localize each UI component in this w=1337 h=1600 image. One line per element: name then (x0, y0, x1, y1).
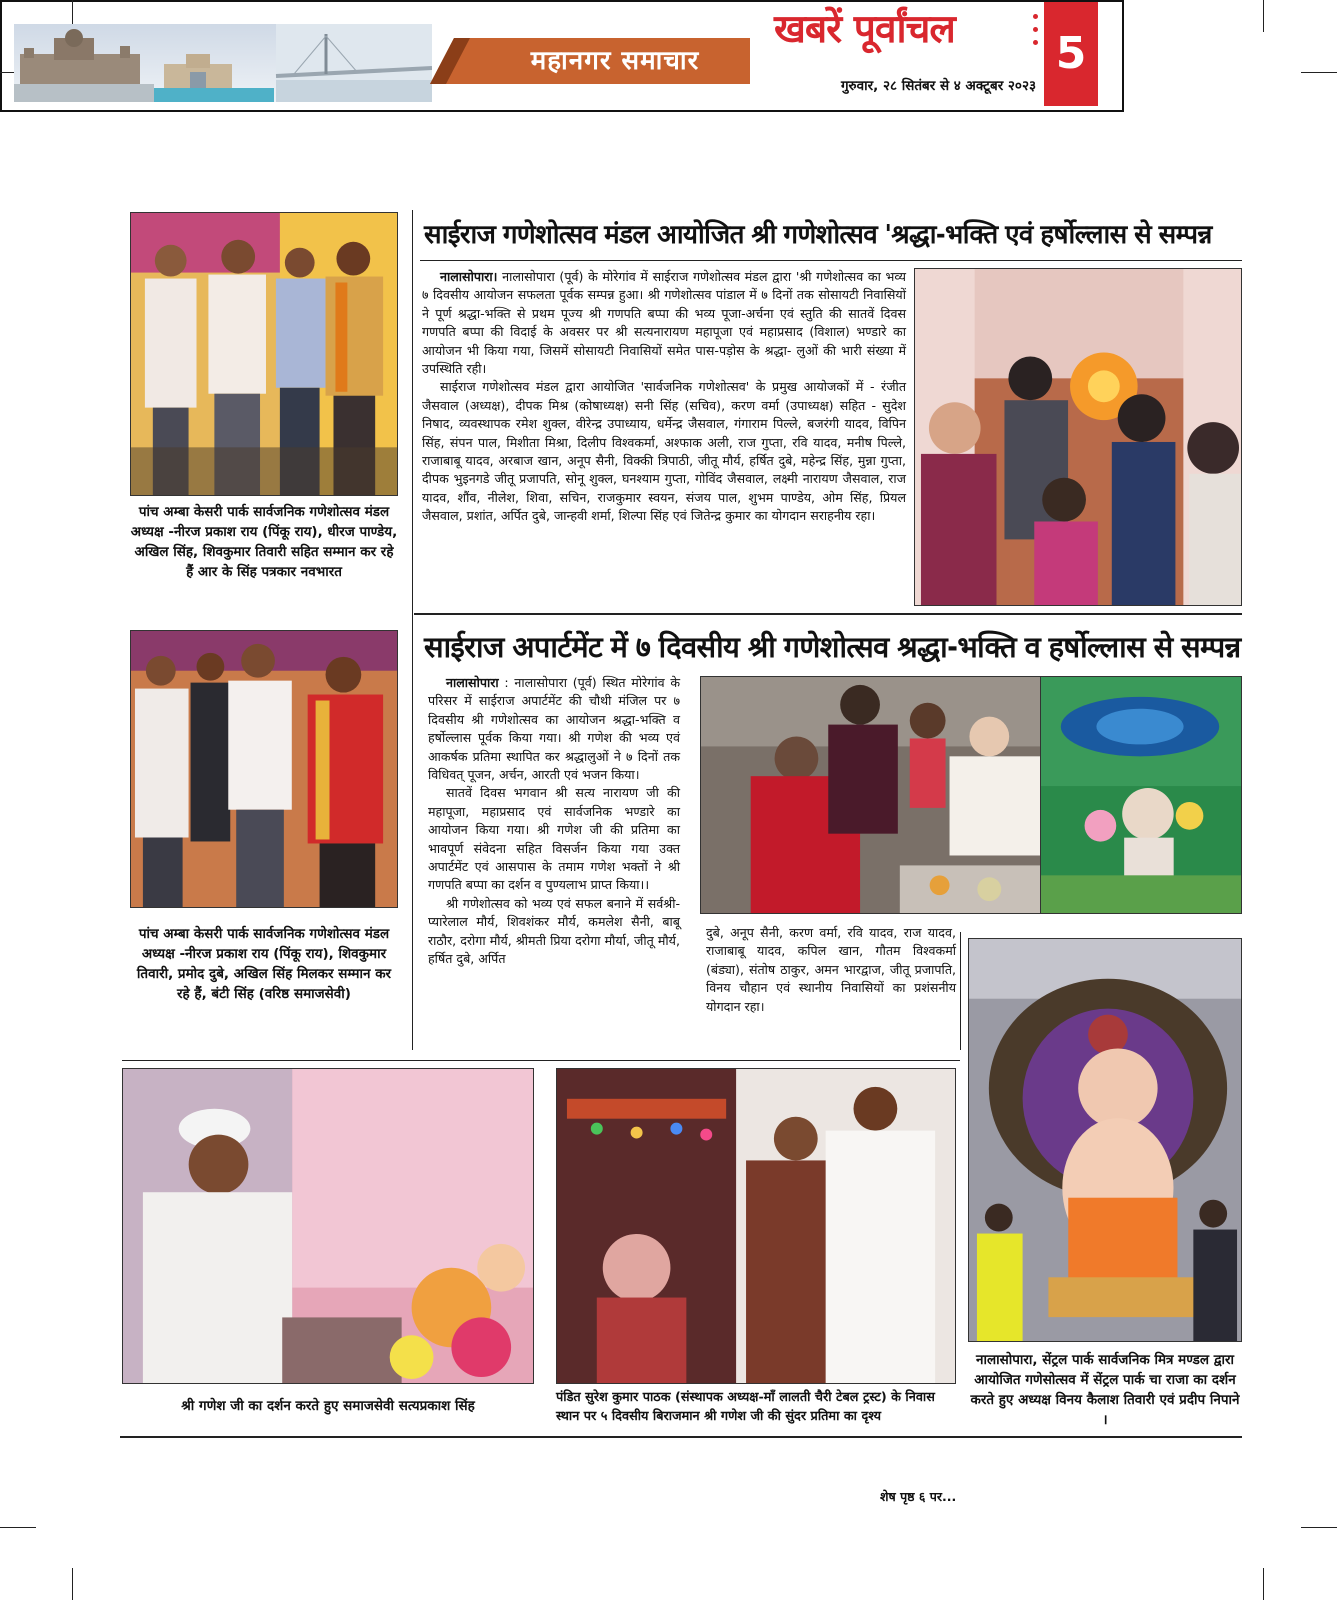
crop-mark (72, 1568, 73, 1600)
pathak-residence-photo (556, 1068, 956, 1384)
dateline: गुरुवार, २८ सितंबर से ४ अक्टूबर २०२३ (840, 78, 1036, 94)
masthead (0, 0, 1124, 112)
article2-paragraph-1: : नालासोपारा (पूर्व) स्थित मोरेगांव के परिसर में साईराज अपार्टमेंट की चौथी मंजिल पर ७ दिवसीय श्री गणेशोत्सव का आयोजन श्रद्धा-भक्ति व हर्षोल्लास पूर्वक किया गया। श्री गणेश की भव्य एवं आकर्षक प्रतिमा स्थापित कर श्रद्धालुओं ने ७ दिनों तक विधिवत् पूजन, अर्चन, आरती एवं भजन किया। (428, 675, 680, 783)
column-rule (412, 210, 413, 1050)
article2-paragraph-4: दुबे, अनूप सैनी, करण वर्मा, रवि यादव, राज यादव, राजाबाबू यादव, कपिल खान, गौतम विश्वकर्मा (बंड्या), संतोष ठाकुर, अमन भारद्वाज, जीतू प्रजापति, विनय चौहान एवं स्थानीय निवासियों का प्रशंसनीय योगदान रहा। (706, 925, 956, 1014)
article1-photo (914, 268, 1242, 606)
darshan-caption: श्री गणेश जी का दर्शन करते हुए समाजसेवी सत्यप्रकाश सिंह (181, 1398, 475, 1414)
section-banner (430, 38, 750, 84)
article2-body-col2 (706, 924, 956, 1016)
article2-lead: नालासोपारा (446, 675, 499, 690)
article2-photo-puja (700, 676, 1042, 914)
article1-lead: नालासोपारा। (440, 269, 498, 284)
continued-note: शेष पृष्ठ ६ पर... (880, 1489, 957, 1504)
central-park-raja-photo (968, 938, 1242, 1342)
crop-mark (1263, 1568, 1264, 1600)
page-number-badge (1044, 2, 1098, 106)
cityscape-photo (14, 24, 432, 102)
article2-paragraph-3: श्री गणेशोत्सव को भव्य एवं सफल बनाने में सर्वश्री- प्यारेलाल मौर्य, शिवशंकर मौर्य, कमलेश सैनी, बाबू राठौर, दरोगा मौर्य, श्रीमती प्रिया दरोगा मौर्या, जीतू मौर्य, हर्षित दुबे, अर्पित (428, 895, 680, 967)
column-rule (960, 932, 961, 1050)
bottom-rule (120, 1436, 1242, 1438)
article2-photo-idol (1040, 676, 1242, 914)
article2-body-col1 (428, 674, 680, 969)
left-photo-2 (130, 630, 398, 908)
article1-paragraph-2: साईराज गणेशोत्सव मंडल द्वारा आयोजित 'सार्वजनिक गणेशोत्सव' के प्रमुख आयोजकों में - रंजीत जैसवाल (अध्यक्ष), दीपक मिश्र (कोषाध्यक्ष) सनी सिंह (सचिव), करण वर्मा (उपाध्यक्ष) सहित - सुदेश निषाद, व्यवस्थापक रमेश शुक्ल, वीरेन्द्र उपाध्याय, धर्मेन्द्र जैसवाल, गंगाराम पिल्ले, बजरंगी यादव, विपिन सिंह, संपन पाल, मिशीता मिश्रा, दिलीप विश्वकर्मा, अश्फाक अली, राज गुप्ता, रवि यादव, मनीष पिल्ले, राजाबाबू यादव, अरबाज खान, अनूप सैनी, विक्की त्रिपाठी, जीतू मौर्य, हर्षित दुबे, महेन्द्र सिंह, मुन्ना गुप्ता, दीपक भुइनगडे जीतू प्रजापति, सोनू शुक्ल, घनश्याम गुप्ता, गोविंद जैसवाल, लक्ष्मी नारायण जैसवाल, राज यादव, शौंव, नीलेश, शिवा, सचिन, राजकुमार स्वयन, संजय पाल, शुभम पाण्डेय, ओम सिंह, प्रियल जैसवाल, प्रशांत, अर्पित दुबे, जान्हवी शर्मा, शिल्पा सिंह एवं जितेन्द्र कुमार का योगदान सराहनीय रहा। (422, 379, 906, 524)
section-title: महानगर समाचार (530, 46, 700, 76)
crop-mark (1263, 0, 1264, 32)
article1-headline: साईराज गणेशोत्सव मंडल आयोजित श्री गणेशोत्सव 'श्रद्धा-भक्ति एवं हर्षोल्लास से सम्पन्न (424, 220, 1212, 250)
central-park-caption: नालासोपारा, सेंट्रल पार्क सार्वजनिक मित्र मण्डल द्वारा आयोजित गणेसोत्सव में सेंट्रल पार्क चा राजा का दर्शन करते हुए अध्यक्ष विनय कैलाश तिवारी एवं प्रदीप निपाने । (970, 1352, 1240, 1428)
crop-mark (1301, 1527, 1337, 1528)
pathak-caption: पंडित सुरेश कुमार पाठक (संस्थापक अध्यक्ष-माँ लालती चैरी टेबल ट्रस्ट) के निवास स्थान पर ५ दिवसीय बिराजमान श्री गणेश जी की सुंदर प्रतिमा का दृश्य (556, 1390, 935, 1424)
left-caption-1: पांच अम्बा केसरी पार्क सार्वजनिक गणेशोत्सव मंडल अध्यक्ष -नीरज प्रकाश राय (पिंकू राय), धीरज पाण्डेय, अखिल सिंह, शिवकुमार तिवारी सहित सम्मान कर रहे हैं आर के सिंह पत्रकार नवभारत (130, 504, 398, 580)
crop-mark (0, 1527, 36, 1528)
article2-paragraph-2: सातवें दिवस भगवान श्री सत्य नारायण जी की महापूजा, महाप्रसाद एवं सार्वजनिक भण्डारे का आयोजन किया गया। श्री गणेश जी की प्रतिमा का भावपूर्ण संवेदना सहित विसर्जन किया गया उक्त अपार्टमेंट एवं आसपास के तमाम गणेश भक्तों ने श्री गणपति बप्पा का दर्शन व पुण्यलाभ प्राप्त किया।। (428, 785, 680, 893)
section-rule (414, 613, 1242, 615)
brand-logo: खबरें पूर्वांचल (774, 7, 955, 52)
headline-rule (420, 260, 1242, 261)
article1-paragraph-1: नालासोपारा (पूर्व) के मोरेगांव में साईराज गणेशोत्सव मंडल द्वारा 'श्री गणेशोत्सव का भव्य ७ दिवसीय आयोजन सफलता पूर्वक सम्पन्न हुआ। श्री गणेशोत्सव पांडाल में ७ दिनों तक सोसायटी निवासियों ने पूर्ण श्रद्धा-भक्ति से प्रथम पूज्य श्री गणपति बप्पा की भव्य पूजा-अर्चना एवं स्तुति की सातवें दिवस गणपति बप्पा की विदाई के अवसर पर श्री सत्यनारायण महापूजा एवं महाप्रसाद (विशाल) भण्डारे का आयोजन भी किया गया, जिसमें सोसायटी निवासियों समेत पास-पड़ोस के श्रद्धा- लुओं की भारी संख्या में उपस्थिति रही। (422, 269, 906, 377)
section-rule (122, 1060, 960, 1061)
page-number: 5 (1055, 28, 1087, 79)
left-photo-1 (130, 212, 398, 496)
left-caption-2: पांच अम्बा केसरी पार्क सार्वजनिक गणेशोत्सव मंडल अध्यक्ष -नीरज प्रकाश राय (पिंकू राय), शिवकुमार तिवारी, प्रमोद दुबे, अखिल सिंह मिलकर सम्मान कर रहे हैं, बंटी सिंह (वरिष्ठ समाजसेवी) (136, 926, 392, 1002)
article1-body (422, 268, 906, 526)
crop-mark (1301, 72, 1337, 73)
article2-headline: साईराज अपार्टमेंट में ७ दिवसीय श्री गणेशोत्सव श्रद्धा-भक्ति व हर्षोल्लास से सम्पन्न (424, 630, 1241, 664)
darshan-photo (122, 1068, 534, 1384)
